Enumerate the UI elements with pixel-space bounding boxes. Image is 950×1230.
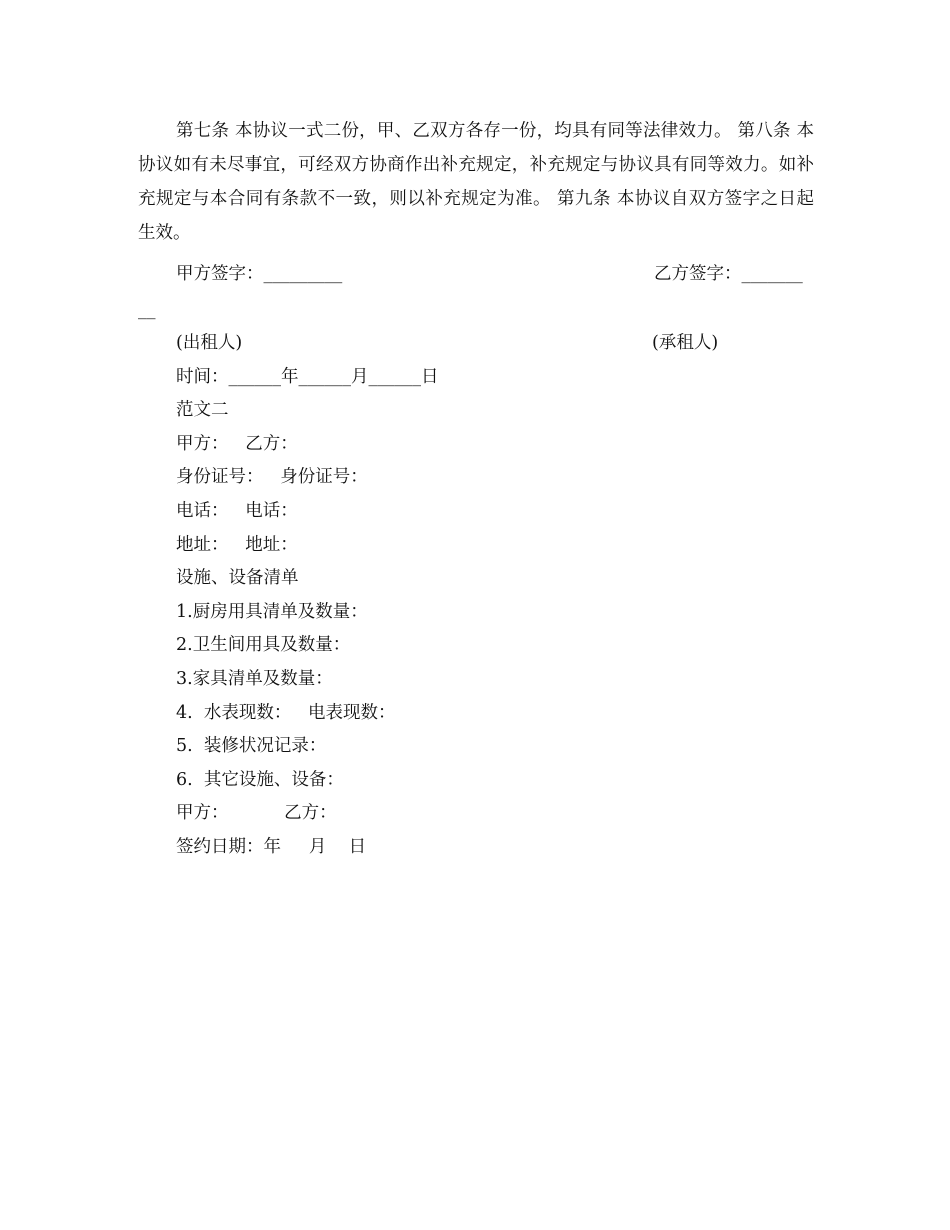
party-a-signature-line: 甲方签字：_________: [176, 264, 343, 284]
addresses-line: 地址： 地址：: [176, 535, 298, 555]
footer-parties-line: 甲方： 乙方：: [176, 803, 337, 823]
equipment-list-title: 设施、设备清单: [176, 568, 299, 588]
parties-line: 甲方： 乙方：: [176, 434, 298, 454]
id-numbers-line: 身份证号： 身份证号：: [176, 467, 368, 487]
list-item: 1.厨房用具清单及数量：: [176, 602, 368, 622]
party-b-signature-line: 乙方签字：_______: [654, 264, 803, 284]
sign-date-line: 签约日期：年 月 日: [176, 837, 367, 857]
article-paragraph: 第七条 本协议一式二份，甲、乙双方各存一份，均具有同等法律效力。 第八条 本协议如有未尽事宜，可经双方协商作出补充规定，补充规定与协议具有同等效力。如补充规定与本合同有条款不一致，则以补充规定为准。 第九条 本协议自双方签字之日起生效。: [138, 121, 814, 243]
party-b-signature-line-continued: __: [138, 300, 156, 320]
list-item: 6. 其它设施、设备：: [176, 770, 344, 790]
sample-two-heading: 范文二: [176, 400, 229, 420]
list-item: 4. 水表现数： 电表现数：: [176, 703, 396, 723]
time-line: 时间：______年______月______日: [176, 367, 439, 387]
party-b-role-label: (承租人): [652, 333, 719, 353]
phones-line: 电话： 电话：: [176, 501, 298, 521]
list-item: 2.卫生间用具及数量：: [176, 635, 351, 655]
list-item: 5. 装修状况记录：: [176, 736, 327, 756]
list-item: 3.家具清单及数量：: [176, 669, 333, 689]
party-a-role-label: (出租人): [176, 333, 243, 353]
